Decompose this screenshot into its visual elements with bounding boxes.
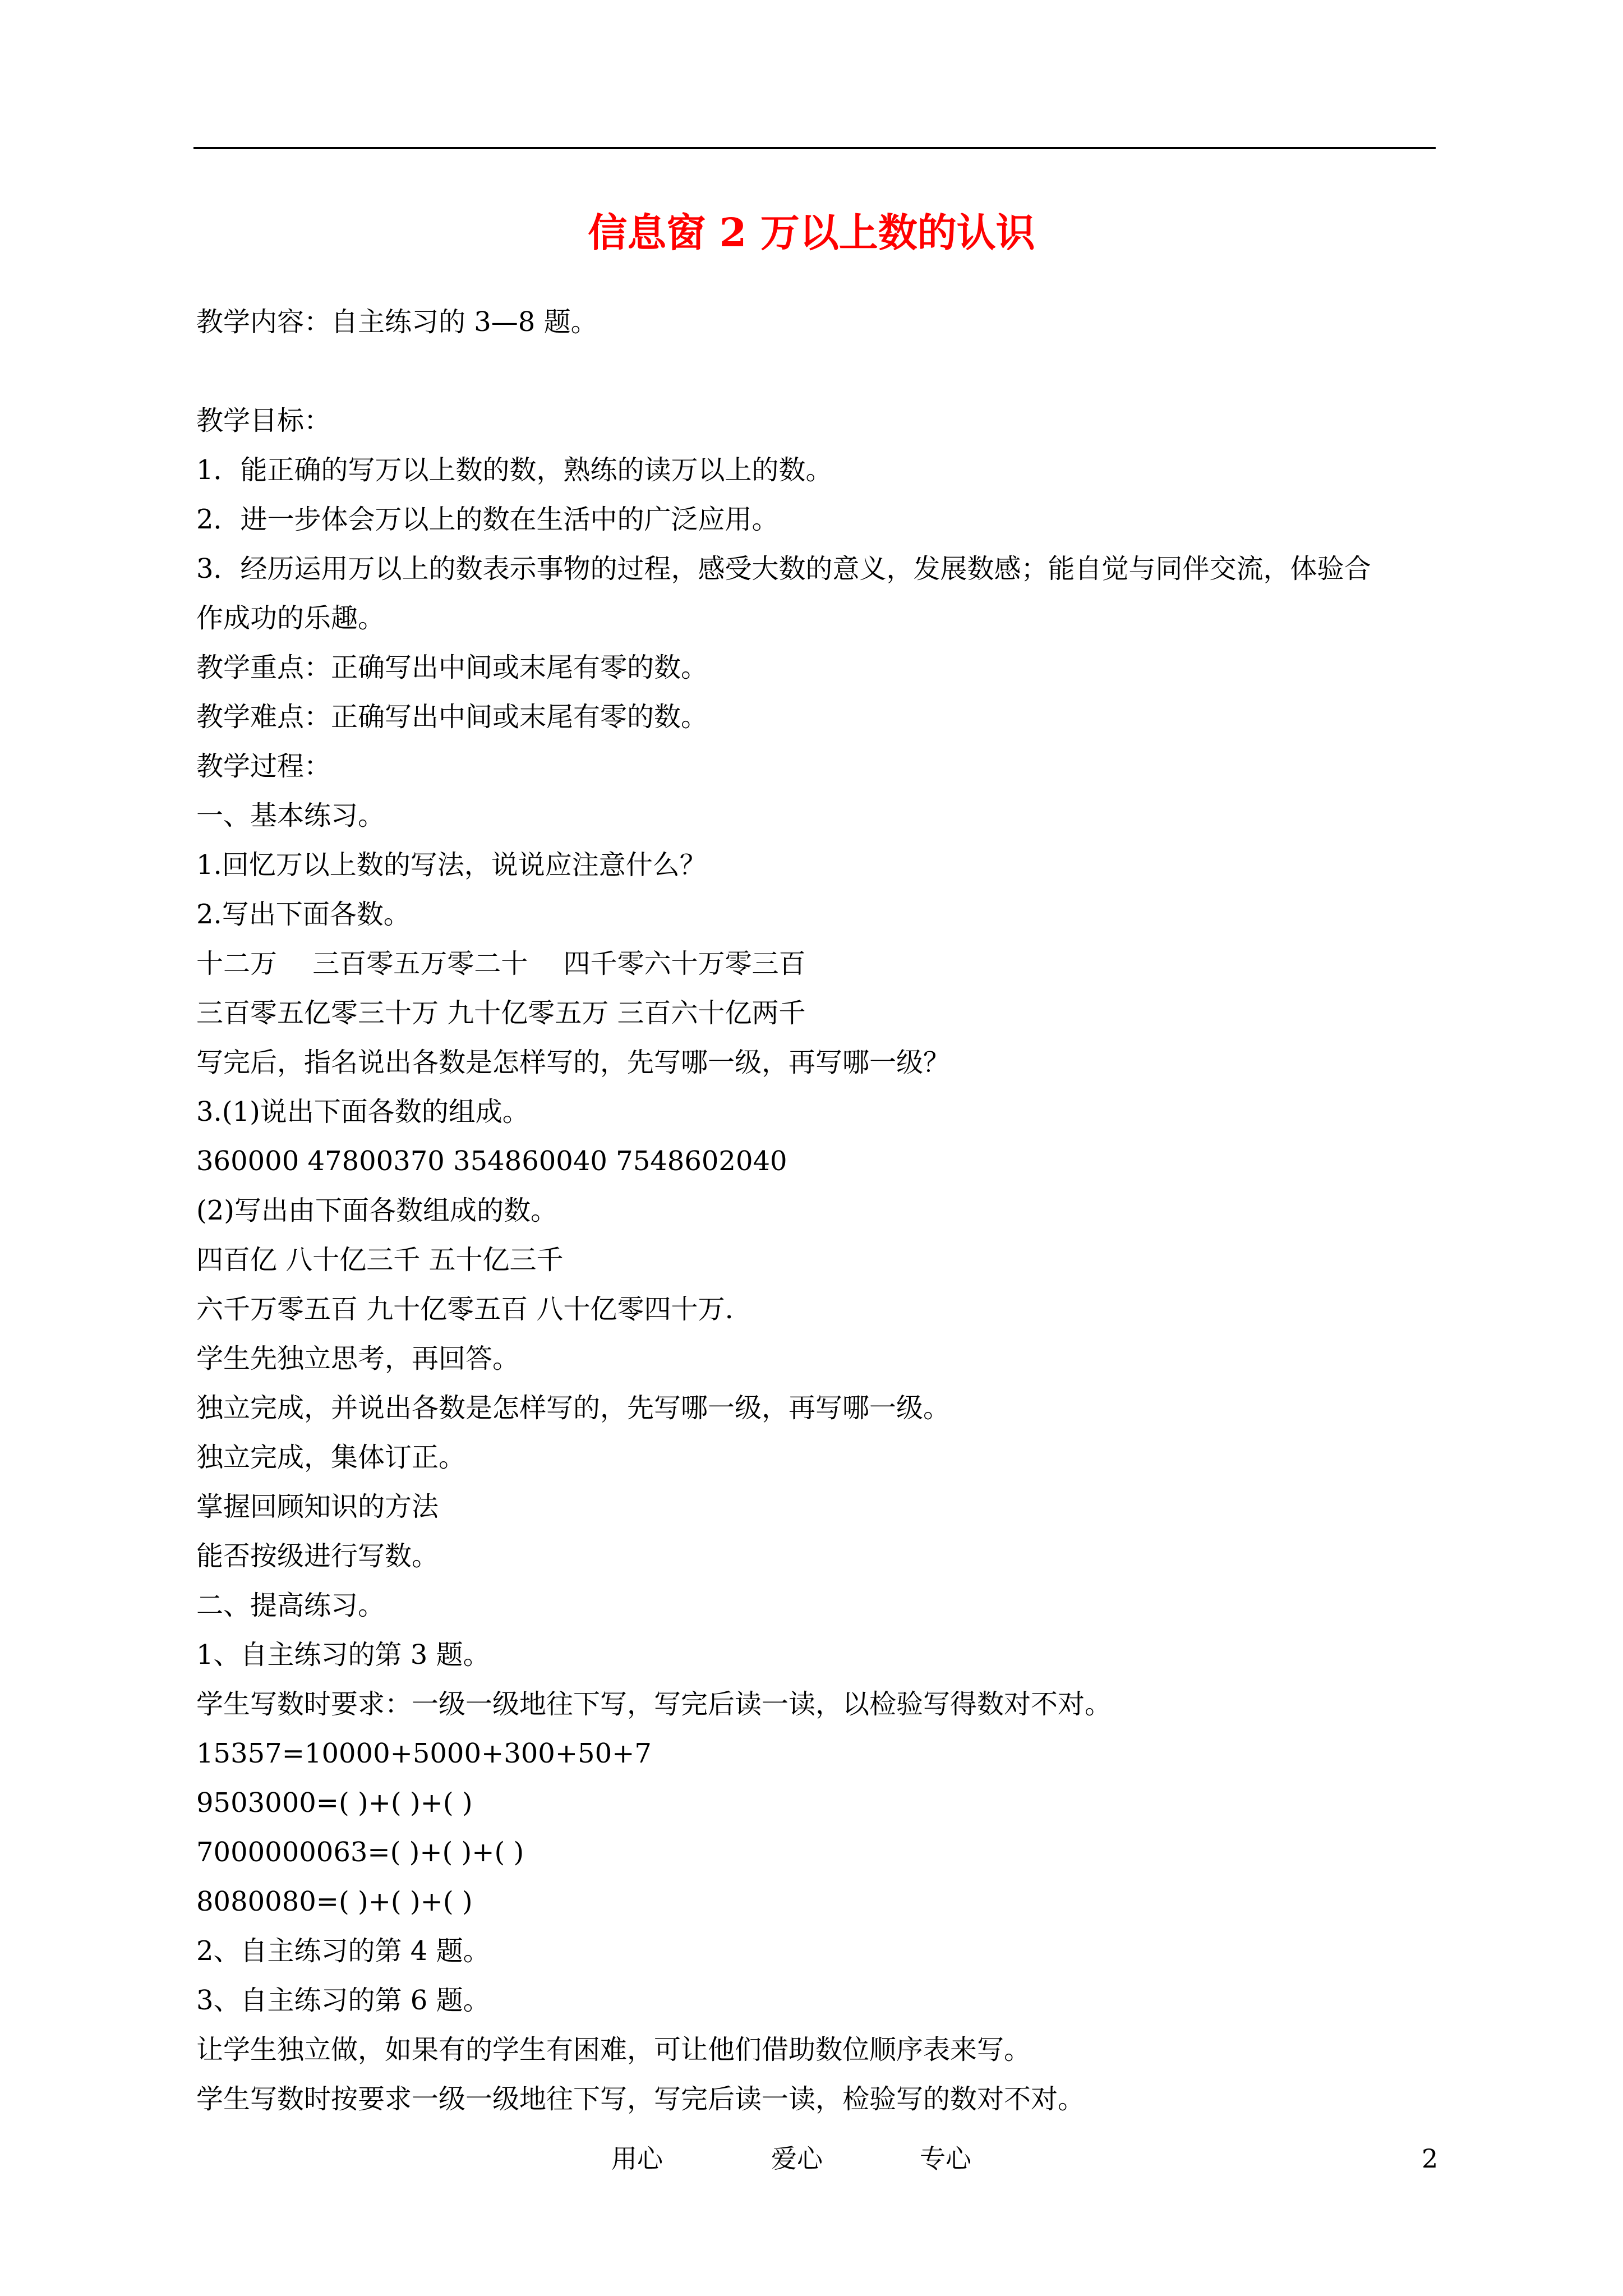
text-line: 3.(1)说出下面各数的组成。 bbox=[196, 1096, 529, 1128]
text-line: 1.回忆万以上数的写法，说说应注意什么？ bbox=[196, 849, 707, 881]
text-line: 让学生独立做，如果有的学生有困难，可让他们借助数位顺序表来写。 bbox=[196, 2034, 1031, 2065]
section-heading: 一、基本练习。 bbox=[196, 800, 385, 831]
text-line: 15357=10000+5000+300+50+7 bbox=[196, 1738, 652, 1769]
text-line: 掌握回顾知识的方法 bbox=[196, 1491, 439, 1522]
text-line: 8080080=( )+( )+( ) bbox=[196, 1886, 473, 1917]
text-line: 3．经历运用万以上的数表示事物的过程，感受大数的意义，发展数感；能自觉与同伴交流，体验合 bbox=[196, 553, 1371, 585]
text-line: 十二万 三百零五万零二十 四千零六十万零三百 bbox=[196, 948, 806, 979]
section-heading: 二、提高练习。 bbox=[196, 1590, 385, 1621]
page-number: 2 bbox=[1422, 2143, 1438, 2174]
header-rule bbox=[193, 147, 1436, 149]
text-line: 写完后，指名说出各数是怎样写的，先写哪一级，再写哪一级？ bbox=[196, 1047, 951, 1078]
text-line: 作成功的乐趣。 bbox=[196, 602, 385, 634]
text-line: 四百亿 八十亿三千 五十亿三千 bbox=[196, 1244, 564, 1276]
text-line: 7000000063=( )+( )+( ) bbox=[196, 1837, 524, 1868]
text-line: 学生写数时要求：一级一级地往下写，写完后读一读，以检验写得数对不对。 bbox=[196, 1688, 1112, 1720]
text-line: 360000 47800370 354860040 7548602040 bbox=[196, 1145, 787, 1177]
blank-line bbox=[196, 347, 1441, 396]
footer-motto: 专心 bbox=[920, 2143, 971, 2174]
text-line: 六千万零五百 九十亿零五百 八十亿零四十万. bbox=[196, 1294, 734, 1325]
text-line: 9503000=( )+( )+( ) bbox=[196, 1787, 473, 1819]
footer-motto: 爱心 bbox=[771, 2143, 823, 2174]
footer-motto: 用心 bbox=[611, 2143, 663, 2174]
text-line: 三百零五亿零三十万 九十亿零五万 三百六十亿两千 bbox=[196, 997, 806, 1029]
text-line: 2、自主练习的第 4 题。 bbox=[196, 1935, 490, 1967]
text-line: 教学内容：自主练习的 3—8 题。 bbox=[196, 306, 598, 338]
text-line: 2．进一步体会万以上的数在生活中的广泛应用。 bbox=[196, 504, 779, 535]
text-line: 教学重点：正确写出中间或末尾有零的数。 bbox=[196, 652, 708, 683]
text-line: 教学过程： bbox=[196, 751, 331, 782]
document-body bbox=[196, 297, 1441, 2124]
text-line: 独立完成，并说出各数是怎样写的，先写哪一级，再写哪一级。 bbox=[196, 1392, 951, 1424]
text-line: 学生写数时按要求一级一级地往下写，写完后读一读，检验写的数对不对。 bbox=[196, 2083, 1085, 2115]
page-title: 信息窗 2 万以上数的认识 bbox=[588, 209, 1035, 256]
text-line: 学生先独立思考，再回答。 bbox=[196, 1343, 520, 1374]
text-line: 教学目标： bbox=[196, 405, 331, 436]
text-line: (2)写出由下面各数组成的数。 bbox=[196, 1195, 557, 1226]
page-footer bbox=[0, 2142, 1623, 2175]
text-line: 3、自主练习的第 6 题。 bbox=[196, 1985, 490, 2016]
text-line: 教学难点：正确写出中间或末尾有零的数。 bbox=[196, 701, 708, 733]
text-line: 1、自主练习的第 3 题。 bbox=[196, 1639, 490, 1671]
text-line: 2.写出下面各数。 bbox=[196, 899, 411, 930]
text-line: 独立完成，集体订正。 bbox=[196, 1442, 466, 1473]
text-line: 1．能正确的写万以上数的数，熟练的读万以上的数。 bbox=[196, 454, 833, 486]
text-line: 能否按级进行写数。 bbox=[196, 1540, 439, 1572]
